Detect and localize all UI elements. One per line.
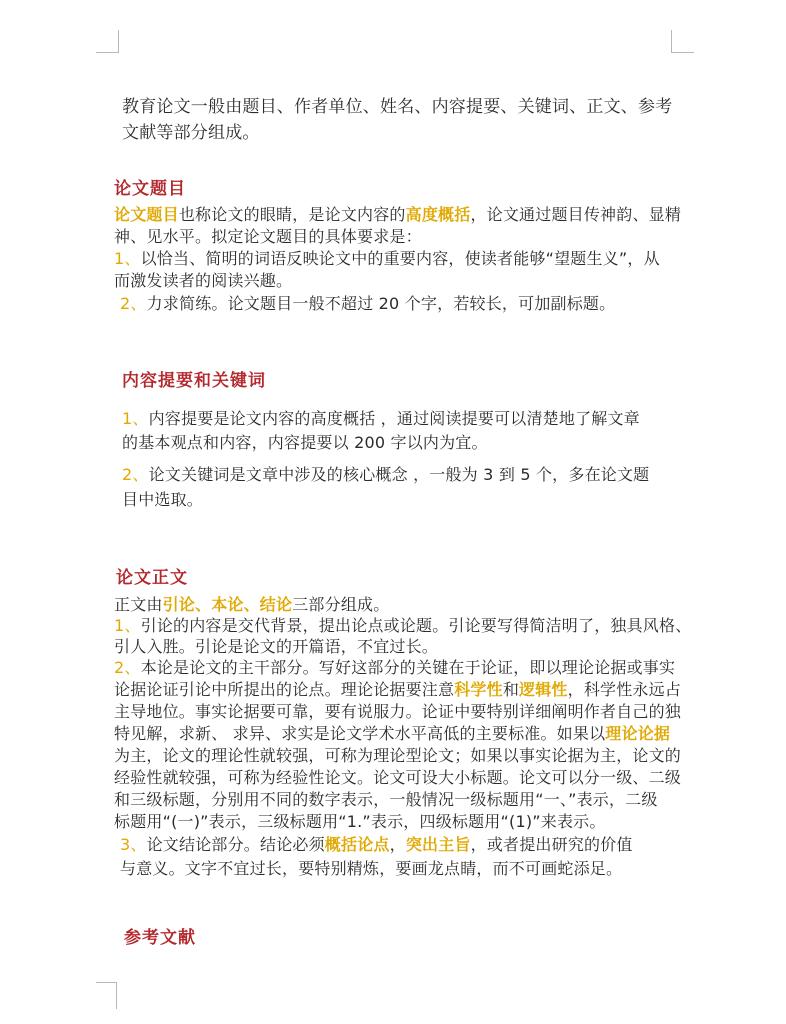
list-item-1 [114, 615, 691, 637]
list-item-2-line-4 [114, 723, 670, 745]
list-number: 3、 [120, 835, 147, 854]
list-number: 1、 [114, 616, 141, 635]
body-text: 论文结论部分。结论必须 [146, 835, 325, 854]
body-text: 特见解，求新、 求异、求实是论文学术水平高低的主要标准。如果以 [114, 724, 606, 743]
body-text: 正文由 [114, 595, 163, 614]
list-item-2 [120, 293, 615, 315]
section-heading: 内容提要和关键词 [122, 371, 266, 391]
list-number: 2、 [120, 294, 147, 313]
list-item-1-cont: 引人入胜。引论是论文的开篇语，不宜过长。 [114, 637, 439, 656]
list-item-2-line-7: 和三级标题，分别用不同的数字表示，一般情况一级标题用“一、”表示，二级 [114, 790, 658, 809]
body-text: 论文关键词是文章中涉及的核心概念 ，一般为 3 到 5 个，多在论文题 [148, 465, 650, 484]
body-text: 本论是论文的主干部分。写好这部分的关键在于论证，即以理论论据或事实 [140, 658, 676, 677]
intro-line-1: 教育论文一般由题目、作者单位、姓名、内容提要、关键词、正文、参考 [122, 97, 673, 117]
list-item-2-line-6: 经验性就较强，可称为经验性论文。论文可设大小标题。论文可以分一级、二级 [114, 768, 682, 787]
body-text: 引论的内容是交代背景，提出论点或论题。引论要写得简洁明了，独具风格、 [140, 616, 692, 635]
list-item-3 [120, 834, 633, 856]
list-item-2-line-8: 标题用“(一)”表示，三级标题用“1.”表示，四级标题用“(1)”来表示。 [114, 812, 606, 831]
body-text: 也称论文的眼睛，是论文内容的 [178, 205, 406, 224]
highlight-text: 科学性 [454, 680, 503, 699]
list-item-2 [122, 464, 649, 486]
list-item-1 [122, 408, 640, 430]
list-item-2 [114, 657, 675, 679]
paragraph-line [114, 204, 681, 226]
body-text: ，科学性永远占 [567, 680, 682, 699]
highlight-text: 逻辑性 [519, 680, 568, 699]
list-item-1-cont: 而激发读者的阅读兴趣。 [114, 271, 293, 290]
section-heading: 论文题目 [114, 179, 186, 199]
highlight-text: 突出主旨 [405, 835, 471, 854]
list-item-2-line-2 [114, 679, 681, 701]
list-number: 2、 [122, 465, 149, 484]
body-intro-line [114, 594, 389, 616]
highlight-text: 论文题目 [114, 205, 179, 224]
page-corner-mark-top-left [96, 30, 119, 53]
paragraph-line: 神、见水平。拟定论文题目的具体要求是： [114, 227, 422, 246]
body-text: ，或者提出研究的价值 [470, 835, 633, 854]
list-item-1 [114, 248, 660, 270]
list-item-2-line-5: 为主，论文的理论性就较强，可称为理论型论文；如果以事实论据为主，论文的 [114, 746, 682, 765]
highlight-text: 引论、本论、结论 [162, 595, 293, 614]
list-item-2-cont: 目中选取。 [122, 490, 204, 509]
body-text: 论据论证引论中所提出的论点。理论论据要注意 [114, 680, 455, 699]
section-heading: 论文正文 [116, 568, 188, 588]
body-text: 三部分组成。 [292, 595, 390, 614]
section-heading: 参考文献 [124, 928, 196, 948]
page-corner-mark-top-right [671, 30, 694, 53]
list-item-1-cont: 的基本观点和内容，内容提要以 200 字以内为宜。 [122, 433, 488, 452]
highlight-text: 概括论点 [324, 835, 390, 854]
body-text: ， [389, 835, 406, 854]
list-number: 1、 [122, 409, 149, 428]
body-text: 以恰当、简明的词语反映论文中的重要内容，使读者能够“望题生义”，从 [140, 249, 660, 268]
body-text: 内容提要是论文内容的高度概括 ，通过阅读提要可以清楚地了解文章 [148, 409, 640, 428]
highlight-text: 理论论据 [605, 724, 671, 743]
list-item-3-cont: 与意义。文字不宜过长，要特别精炼，要画龙点睛，而不可画蛇添足。 [120, 859, 623, 878]
list-number: 1、 [114, 249, 141, 268]
page-corner-mark-bottom-left [96, 982, 117, 1009]
body-text: 力求简练。论文题目一般不超过 20 个字，若较长，可加副标题。 [146, 294, 616, 313]
intro-line-2: 文献等部分组成。 [122, 123, 260, 143]
body-text: 和 [502, 680, 520, 699]
body-text: ，论文通过题目传神韵、显精 [470, 205, 682, 224]
list-number: 2、 [114, 658, 141, 677]
list-item-2-line-3: 主导地位。事实论据要可靠，要有说服力。论证中要特别详细阐明作者自己的独 [114, 702, 682, 721]
highlight-text: 高度概括 [405, 205, 471, 224]
